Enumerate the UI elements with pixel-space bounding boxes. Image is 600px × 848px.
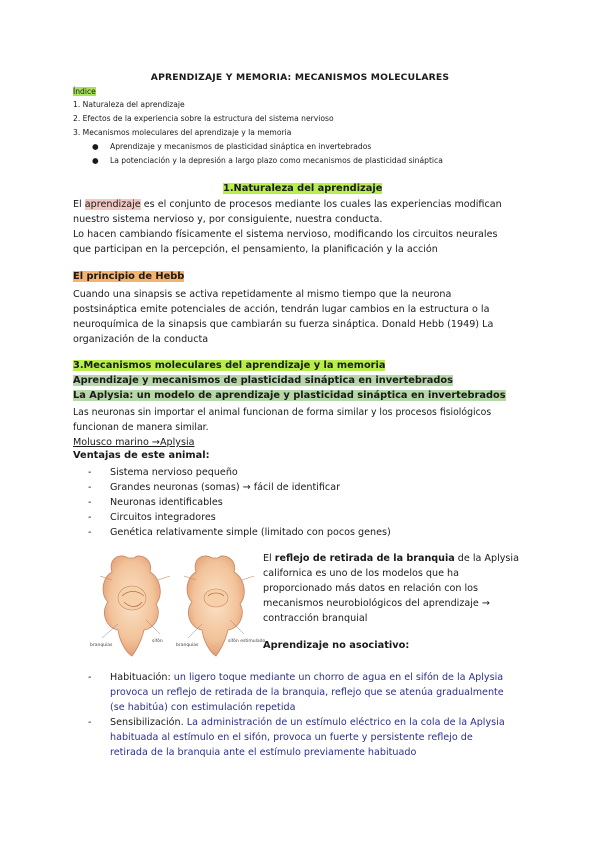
advantage-item: - Grandes neuronas (somas) → fácil de identificar	[88, 482, 341, 493]
figure-label: branquias	[176, 643, 199, 648]
document-title: APRENDIZAJE Y MEMORIA: MECANISMOS MOLECULARES	[150, 72, 450, 83]
habituation-line: provoca un reflejo de retirada de la branquia, reflejo que se atenúa gradualmente	[110, 687, 504, 698]
sensitization-line: habituada al estímulo en el sifón, provoca un fuerte y persistente reflejo de	[110, 732, 473, 743]
aplysia-figure	[88, 550, 266, 662]
index-item-2: 2. Efectos de la experiencia sobre la estructura del sistema nervioso	[73, 114, 334, 123]
sensitization-line: retirada de la branquia ante el estímulo previamente habituado	[110, 747, 417, 758]
section1-paragraph-line2: nuestro sistema nervioso y, por consiguiente, nuestra conducta.	[73, 214, 383, 225]
habituation-line: (se habitúa) con estimulación repetida	[110, 702, 296, 713]
figure-label: branquias	[90, 643, 113, 648]
section3-subheading: Aprendizaje y mecanismos de plasticidad sináptica en invertebrados	[73, 375, 453, 386]
advantages-heading: Ventajas de este animal:	[73, 450, 210, 461]
mollusc-line: Molusco marino →Aplysia	[73, 437, 195, 448]
hebb-line: neuroquímica de la sinapsis que cambiarán su fuerza sináptica. Donald Hebb (1949) La	[73, 319, 494, 330]
section3-intro-line2: funcionan de manera similar.	[73, 422, 209, 433]
index-subitem-2: ● La potenciación y la depresión a largo plazo como mecanismos de plasticidad sináptica	[92, 156, 443, 165]
index-item-1: 1. Naturaleza del aprendizaje	[73, 100, 185, 109]
section3-heading: 3.Mecanismos moleculares del aprendizaje y la memoria	[73, 360, 386, 371]
reflex-line1: El reflejo de retirada de la branquia de la Aplysia	[263, 553, 519, 564]
sensitization-line1: - Sensibilización. La administración de un estímulo eléctrico en la cola de la Aplysia	[88, 717, 505, 728]
index-subitem-1: ● Aprendizaje y mecanismos de plasticidad sináptica en invertebrados	[92, 142, 372, 151]
habituation-line1: - Habituación: un ligero toque mediante un chorro de agua en el sifón de la Aplysia	[88, 672, 504, 683]
figure-label: sifón	[152, 639, 163, 644]
section3-intro-line1: Las neuronas sin importar el animal funcionan de forma similar y los procesos fisiológicos	[73, 407, 492, 418]
bullet-icon: ●	[92, 156, 99, 165]
highlighted-term: aprendizaje	[84, 199, 141, 210]
hebb-line: Cuando una sinapsis se activa repetidamente al mismo tiempo que la neurona	[73, 289, 452, 300]
section1-paragraph2-line2: que participan en la percepción, el pensamiento, la planificación y la acción	[73, 244, 438, 255]
figure-label: sifón estimulado	[228, 639, 266, 644]
advantage-item: - Sistema nervioso pequeño	[88, 467, 238, 478]
hebb-heading: El principio de Hebb	[73, 271, 185, 282]
section1-paragraph2-line1: Lo hacen cambiando físicamente el sistema nervioso, modificando los circuitos neurales	[73, 229, 498, 240]
nonassoc-heading: Aprendizaje no asociativo:	[263, 640, 410, 651]
section1-heading: 1.Naturaleza del aprendizaje	[223, 183, 383, 194]
reflex-line: contracción branquial	[263, 613, 368, 624]
advantage-item: - Neuronas identificables	[88, 497, 223, 508]
hebb-line: organización de la conducta	[73, 334, 209, 345]
bullet-icon: ●	[92, 142, 99, 151]
advantage-item: - Circuitos integradores	[88, 512, 216, 523]
reflex-line: californica es uno de los modelos que ha	[263, 568, 459, 579]
index-label: Índice	[73, 87, 96, 96]
section1-paragraph-line1: El aprendizaje es el conjunto de procesos mediante los cuales las experiencias modifican	[73, 199, 502, 210]
reflex-line: proporcionado más datos en relación con los	[263, 583, 479, 594]
reflex-line: mecanismos neurobiológicos del aprendizaje →	[263, 598, 490, 609]
hebb-line: postsináptica emite potenciales de acción, tendrán lugar cambios en la estructura o la	[73, 304, 490, 315]
index-item-3: 3. Mecanismos moleculares del aprendizaje y la memoria	[73, 128, 292, 137]
advantage-item: - Genética relativamente simple (limitado con pocos genes)	[88, 527, 391, 538]
section3-subheading2: La Aplysia: un modelo de aprendizaje y plasticidad sináptica en invertebrados	[73, 390, 506, 401]
